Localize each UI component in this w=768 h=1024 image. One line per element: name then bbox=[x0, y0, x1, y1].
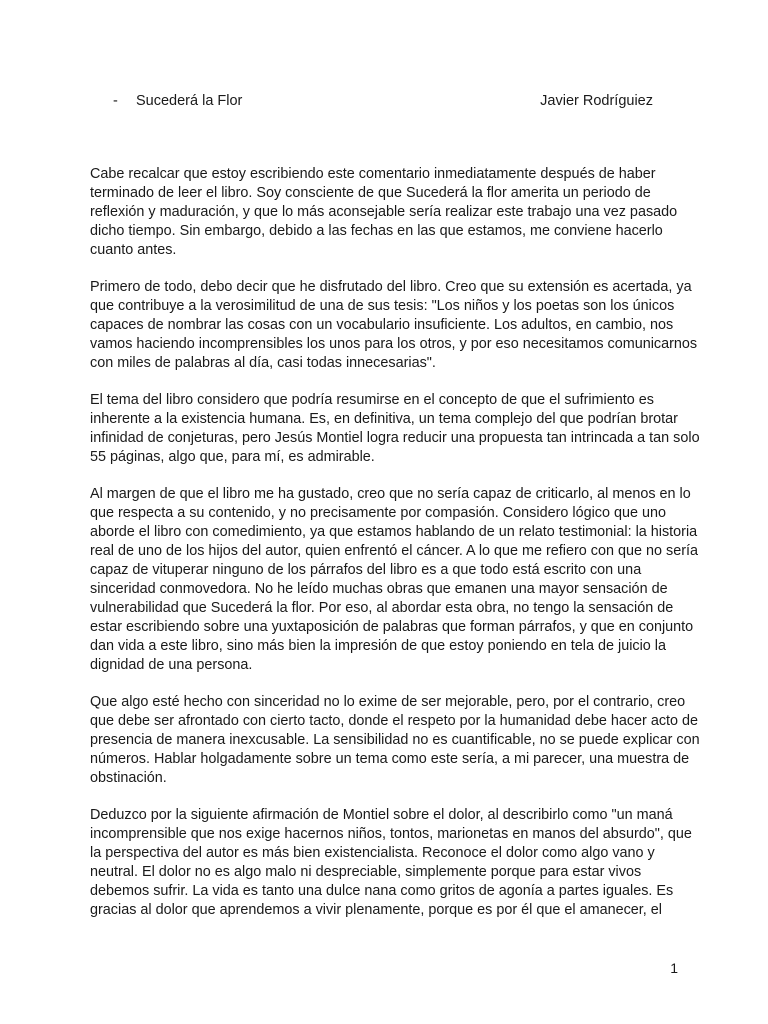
paragraph bbox=[90, 693, 700, 788]
text-line: dan vida a este libro, sino más bien la impresión de que estoy poniendo en tela de juicio la bbox=[90, 638, 666, 654]
text-line: obstinación. bbox=[90, 770, 167, 786]
paragraph bbox=[90, 165, 690, 260]
text-line: incomprensible que nos exige hacernos niños, tontos, marionetas en manos del absurdo", que bbox=[90, 826, 692, 842]
text-line: capaz de vituperar ninguno de los párrafos del libro es a que todo está escrito con una bbox=[90, 562, 642, 578]
list-dash: - bbox=[113, 93, 118, 109]
paragraph bbox=[90, 485, 699, 675]
text-line: reflexión y maduración, y que lo más aconsejable sería realizar este trabajo una vez pasado bbox=[90, 204, 678, 220]
text-line: terminado de leer el libro. Soy consciente de que Sucederá la flor amerita un periodo de bbox=[90, 185, 651, 201]
text-line: con miles de palabras al día, casi todas innecesarias". bbox=[90, 355, 436, 371]
document-header bbox=[113, 91, 653, 111]
paragraph bbox=[90, 391, 700, 467]
text-line: aborde el libro con comedimiento, ya que estamos hablando de un relato testimonial: la historia bbox=[90, 524, 698, 540]
text-line: vulnerabilidad que Sucederá la flor. Por eso, al abordar esta obra, no tengo la sensación de bbox=[90, 600, 674, 616]
text-line: que contribuye a la verosimilitud de una de sus tesis: "Los niños y los poetas son los únicos bbox=[90, 298, 675, 314]
text-line: la perspectiva del autor es más bien existencialista. Reconoce el dolor como algo vano y bbox=[90, 845, 655, 861]
text-line: El tema del libro considero que podría resumirse en el concepto de que el sufrimiento es bbox=[90, 392, 654, 408]
text-line: inherente a la existencia humana. Es, en definitiva, un tema complejo del que podrían brotar bbox=[90, 411, 678, 427]
text-line: Primero de todo, debo decir que he disfrutado del libro. Creo que su extensión es acertada, ya bbox=[90, 279, 692, 295]
text-line: debemos sufrir. La vida es tanto una dulce nana como gritos de agonía a partes iguales. Es bbox=[90, 883, 674, 899]
text-line: cuanto antes. bbox=[90, 242, 177, 258]
document-body bbox=[90, 165, 700, 938]
text-line: gracias al dolor que aprendemos a vivir plenamente, porque es por él que el amanecer, el bbox=[90, 902, 662, 918]
text-line: estar escribiendo sobre una yuxtaposición de palabras que forman párrafos, y que en conjunto bbox=[90, 619, 694, 635]
text-line: sinceridad conmovedora. No he leído muchas obras que emanen una mayor sensación de bbox=[90, 581, 668, 597]
text-line: números. Hablar holgadamente sobre un tema como este sería, a mi parecer, una muestra de bbox=[90, 751, 690, 767]
text-line: Deduzco por la siguiente afirmación de Montiel sobre el dolor, al describirlo como "un maná bbox=[90, 807, 673, 823]
text-line: que debe ser afrontado con cierto tacto, donde el respeto por la humanidad debe hacer acto de bbox=[90, 713, 699, 729]
author-name: Javier Rodríguiez bbox=[540, 93, 653, 109]
text-line: Cabe recalcar que estoy escribiendo este comentario inmediatamente después de haber bbox=[90, 166, 656, 182]
text-line: dignidad de una persona. bbox=[90, 657, 253, 673]
text-line: capaces de nombrar las cosas con un vocabulario insuficiente. Los adultos, en cambio, nos bbox=[90, 317, 674, 333]
text-line: dicho tiempo. Sin embargo, debido a las fechas en las que estamos, me conviene hacerlo bbox=[90, 223, 663, 239]
text-line: infinidad de conjeturas, pero Jesús Montiel logra reducir una propuesta tan intrincada a tan solo bbox=[90, 430, 700, 446]
text-line: Al margen de que el libro me ha gustado, creo que no sería capaz de criticarlo, al menos en lo bbox=[90, 486, 691, 502]
text-line: neutral. El dolor no es algo malo ni despreciable, simplemente porque para estar vivos bbox=[90, 864, 642, 880]
text-line: real de uno de los hijos del autor, quien enfrentó el cáncer. A lo que me refiero con que no sería bbox=[90, 543, 699, 559]
book-title: Sucederá la Flor bbox=[136, 93, 243, 109]
page-number: 1 bbox=[670, 960, 678, 976]
text-line: 55 páginas, algo que, para mí, es admirable. bbox=[90, 449, 375, 465]
text-line: Que algo esté hecho con sinceridad no lo exime de ser mejorable, pero, por el contrario, creo bbox=[90, 694, 686, 710]
text-line: que respecta a su contenido, y no precisamente por compasión. Considero lógico que uno bbox=[90, 505, 666, 521]
text-line: presencia de manera inexcusable. La sensibilidad no es cuantificable, no se puede explicar con bbox=[90, 732, 700, 748]
text-line: vamos haciendo incomprensibles los unos para los otros, y por eso necesitamos comunicarnos bbox=[90, 336, 698, 352]
paragraph bbox=[90, 278, 698, 373]
paragraph bbox=[90, 806, 690, 920]
